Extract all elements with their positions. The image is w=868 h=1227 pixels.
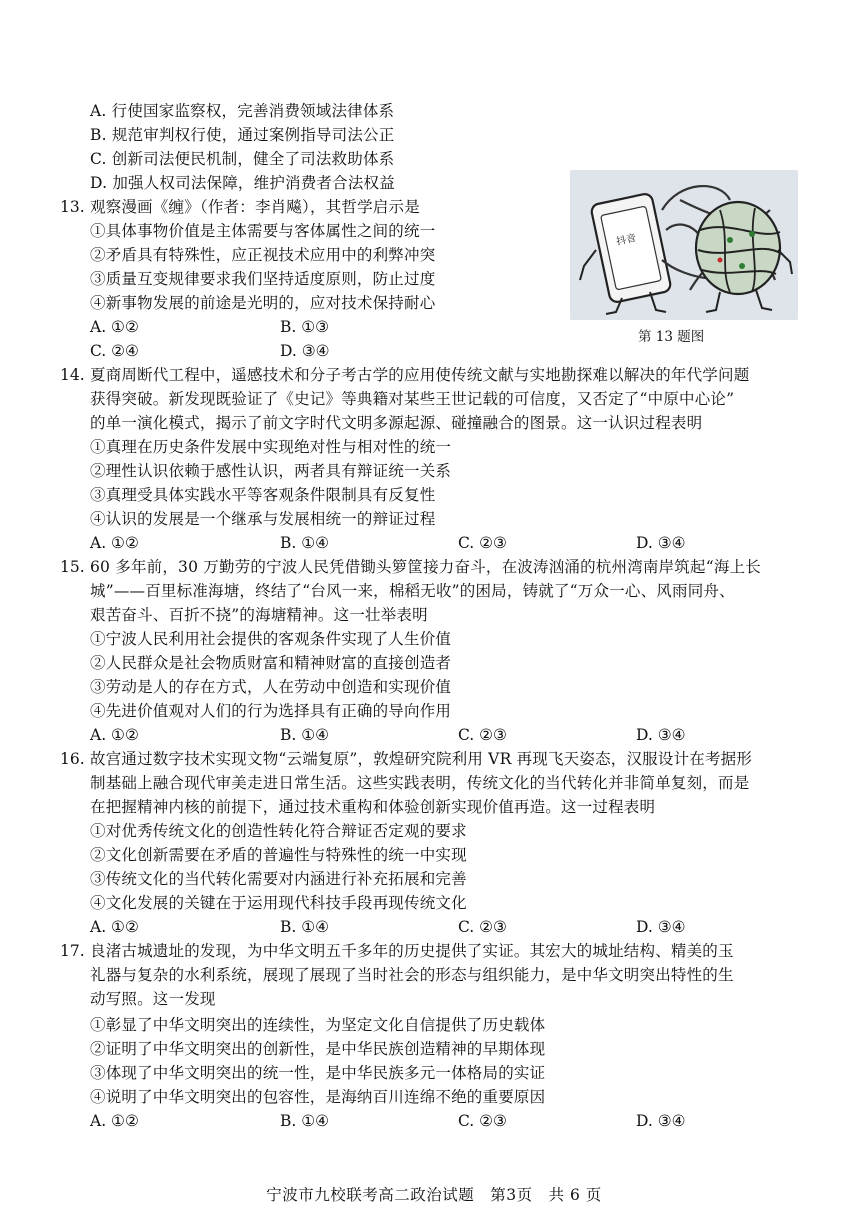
q15-choice-a: A. ①② [90, 726, 139, 744]
q16-choice-b: B. ①④ [280, 918, 330, 936]
cartoon-illustration [570, 170, 798, 320]
q12-option-d: D. 加强人权司法保障，维护消费者合法权益 [90, 174, 395, 192]
q12-option-a: A. 行使国家监察权，完善消费领域法律体系 [90, 102, 395, 120]
q15-choice-b: B. ①④ [280, 726, 330, 744]
q17-item-4: ④说明了中华文明突出的包容性，是海纳百川连绵不绝的重要原因 [90, 1088, 546, 1106]
phone-app-label: 抖音 [615, 232, 638, 248]
q17-stem-line-1: 良渚古城遗址的发现，为中华文明五千多年的历史提供了实证。其宏大的城址结构、精美的玉 [90, 942, 734, 960]
q17-choice-c: C. ②③ [458, 1112, 507, 1130]
q13-choice-c: C. ②④ [90, 342, 139, 360]
q13-item-3: ③质量互变规律要求我们坚持适度原则，防止过度 [90, 270, 436, 288]
q14-stem-line-3: 的单一演化模式，揭示了前文字时代文明多源起源、碰撞融合的图景。这一认识过程表明 [90, 414, 703, 432]
q13-choice-b: B. ①③ [280, 318, 330, 336]
q16-item-2: ②文化创新需要在矛盾的普遍性与特殊性的统一中实现 [90, 846, 467, 864]
q17-number: 17. [60, 942, 85, 960]
q13-stem: 观察漫画《缠》（作者：李肖飚），其哲学启示是 [90, 198, 420, 216]
q15-choice-d: D. ③④ [636, 726, 686, 744]
q17-item-3: ③体现了中华文明突出的统一性，是中华民族多元一体格局的实证 [90, 1064, 546, 1082]
q13-figure-caption: 第 13 题图 [638, 329, 705, 345]
q16-stem-line-3: 在把握精神内核的前提下，通过技术重构和体验创新实现价值再造。这一过程表明 [90, 798, 656, 816]
q17-stem-line-2: 礼器与复杂的水利系统，展现了展现了当时社会的形态与组织能力，是中华文明突出特性的生 [90, 966, 734, 984]
q16-choice-c: C. ②③ [458, 918, 507, 936]
q14-stem-line-1: 夏商周断代工程中，遥感技术和分子考古学的应用使传统文献与实地勘探难以解决的年代学问题 [90, 366, 750, 384]
q13-item-2: ②矛盾具有特殊性，应正视技术应用中的利弊冲突 [90, 246, 436, 264]
tangled-person [696, 202, 792, 312]
q15-stem-line-3: 艰苦奋斗、百折不挠”的海塘精神。这一壮举表明 [90, 606, 428, 624]
q15-item-4: ④先进价值观对人们的行为选择具有正确的导向作用 [90, 702, 452, 720]
q15-number: 15. [60, 558, 85, 576]
q14-stem-line-2: 获得突破。新发现既验证了《史记》等典籍对某些王世记载的可信度，又否定了“中原中心论” [90, 390, 735, 408]
q16-choice-d: D. ③④ [636, 918, 686, 936]
q14-choice-d: D. ③④ [636, 534, 686, 552]
q12-option-b: B. 规范审判权行使，通过案例指导司法公正 [90, 126, 395, 144]
page-footer: 宁波市九校联考高二政治试题 第3页 共 6 页 [266, 1186, 602, 1204]
q14-item-2: ②理性认识依赖于感性认识，两者具有辩证统一关系 [90, 462, 452, 480]
q13-choice-d: D. ③④ [280, 342, 330, 360]
q16-stem-line-2: 制基础上融合现代审美走进日常生活。这些实践表明，传统文化的当代转化并非简单复刻，而是 [90, 774, 750, 792]
q14-item-4: ④认识的发展是一个继承与发展相统一的辩证过程 [90, 510, 436, 528]
q17-item-1: ①彰显了中华文明突出的连续性，为坚定文化自信提供了历史载体 [90, 1016, 546, 1034]
q16-item-4: ④文化发展的关键在于运用现代科技手段再现传统文化 [90, 894, 467, 912]
q12-option-c: C. 创新司法便民机制，健全了司法救助体系 [90, 150, 395, 168]
q13-item-1: ①具体事物价值是主体需要与客体属性之间的统一 [90, 222, 436, 240]
q15-item-1: ①宁波人民利用社会提供的客观条件实现了人生价值 [90, 630, 452, 648]
q17-item-2: ②证明了中华文明突出的创新性，是中华民族创造精神的早期体现 [90, 1040, 546, 1058]
q13-cartoon-figure [570, 170, 798, 320]
q17-choice-a: A. ①② [90, 1112, 139, 1130]
q16-choice-a: A. ①② [90, 918, 139, 936]
q17-choice-d: D. ③④ [636, 1112, 686, 1130]
phone-character [580, 193, 672, 314]
q16-item-3: ③传统文化的当代转化需要对内涵进行补充拓展和完善 [90, 870, 467, 888]
q14-number: 14. [60, 366, 85, 384]
q14-choice-a: A. ①② [90, 534, 139, 552]
q13-number: 13. [60, 198, 85, 216]
q14-choice-b: B. ①④ [280, 534, 330, 552]
q13-item-4: ④新事物发展的前途是光明的，应对技术保持耐心 [90, 294, 436, 312]
q16-number: 16. [60, 750, 85, 768]
q15-item-2: ②人民群众是社会物质财富和精神财富的直接创造者 [90, 654, 452, 672]
q17-choice-b: B. ①④ [280, 1112, 330, 1130]
q16-stem-line-1: 故宫通过数字技术实现文物“云端复原”，敦煌研究院利用 VR 再现飞天姿态，汉服设计在考据形 [90, 750, 753, 768]
q14-choice-c: C. ②③ [458, 534, 507, 552]
q13-choice-a: A. ①② [90, 318, 139, 336]
q17-stem-line-3: 动写照。这一发现 [90, 990, 216, 1008]
q15-choice-c: C. ②③ [458, 726, 507, 744]
q15-stem-line-2: 城”——百里标准海塘，终结了“台风一来，棉稻无收”的困局，铸就了“万众一心、风雨同舟、 [90, 582, 735, 600]
q16-item-1: ①对优秀传统文化的创造性转化符合辩证否定观的要求 [90, 822, 467, 840]
q14-item-3: ③真理受具体实践水平等客观条件限制具有反复性 [90, 486, 436, 504]
q15-stem-line-1: 60 多年前，30 万勤劳的宁波人民凭借锄头箩筐接力奋斗，在波涛汹涌的杭州湾南岸筑起“海上长 [90, 558, 761, 576]
q14-item-1: ①真理在历史条件发展中实现绝对性与相对性的统一 [90, 438, 452, 456]
q15-item-3: ③劳动是人的存在方式，人在劳动中创造和实现价值 [90, 678, 452, 696]
